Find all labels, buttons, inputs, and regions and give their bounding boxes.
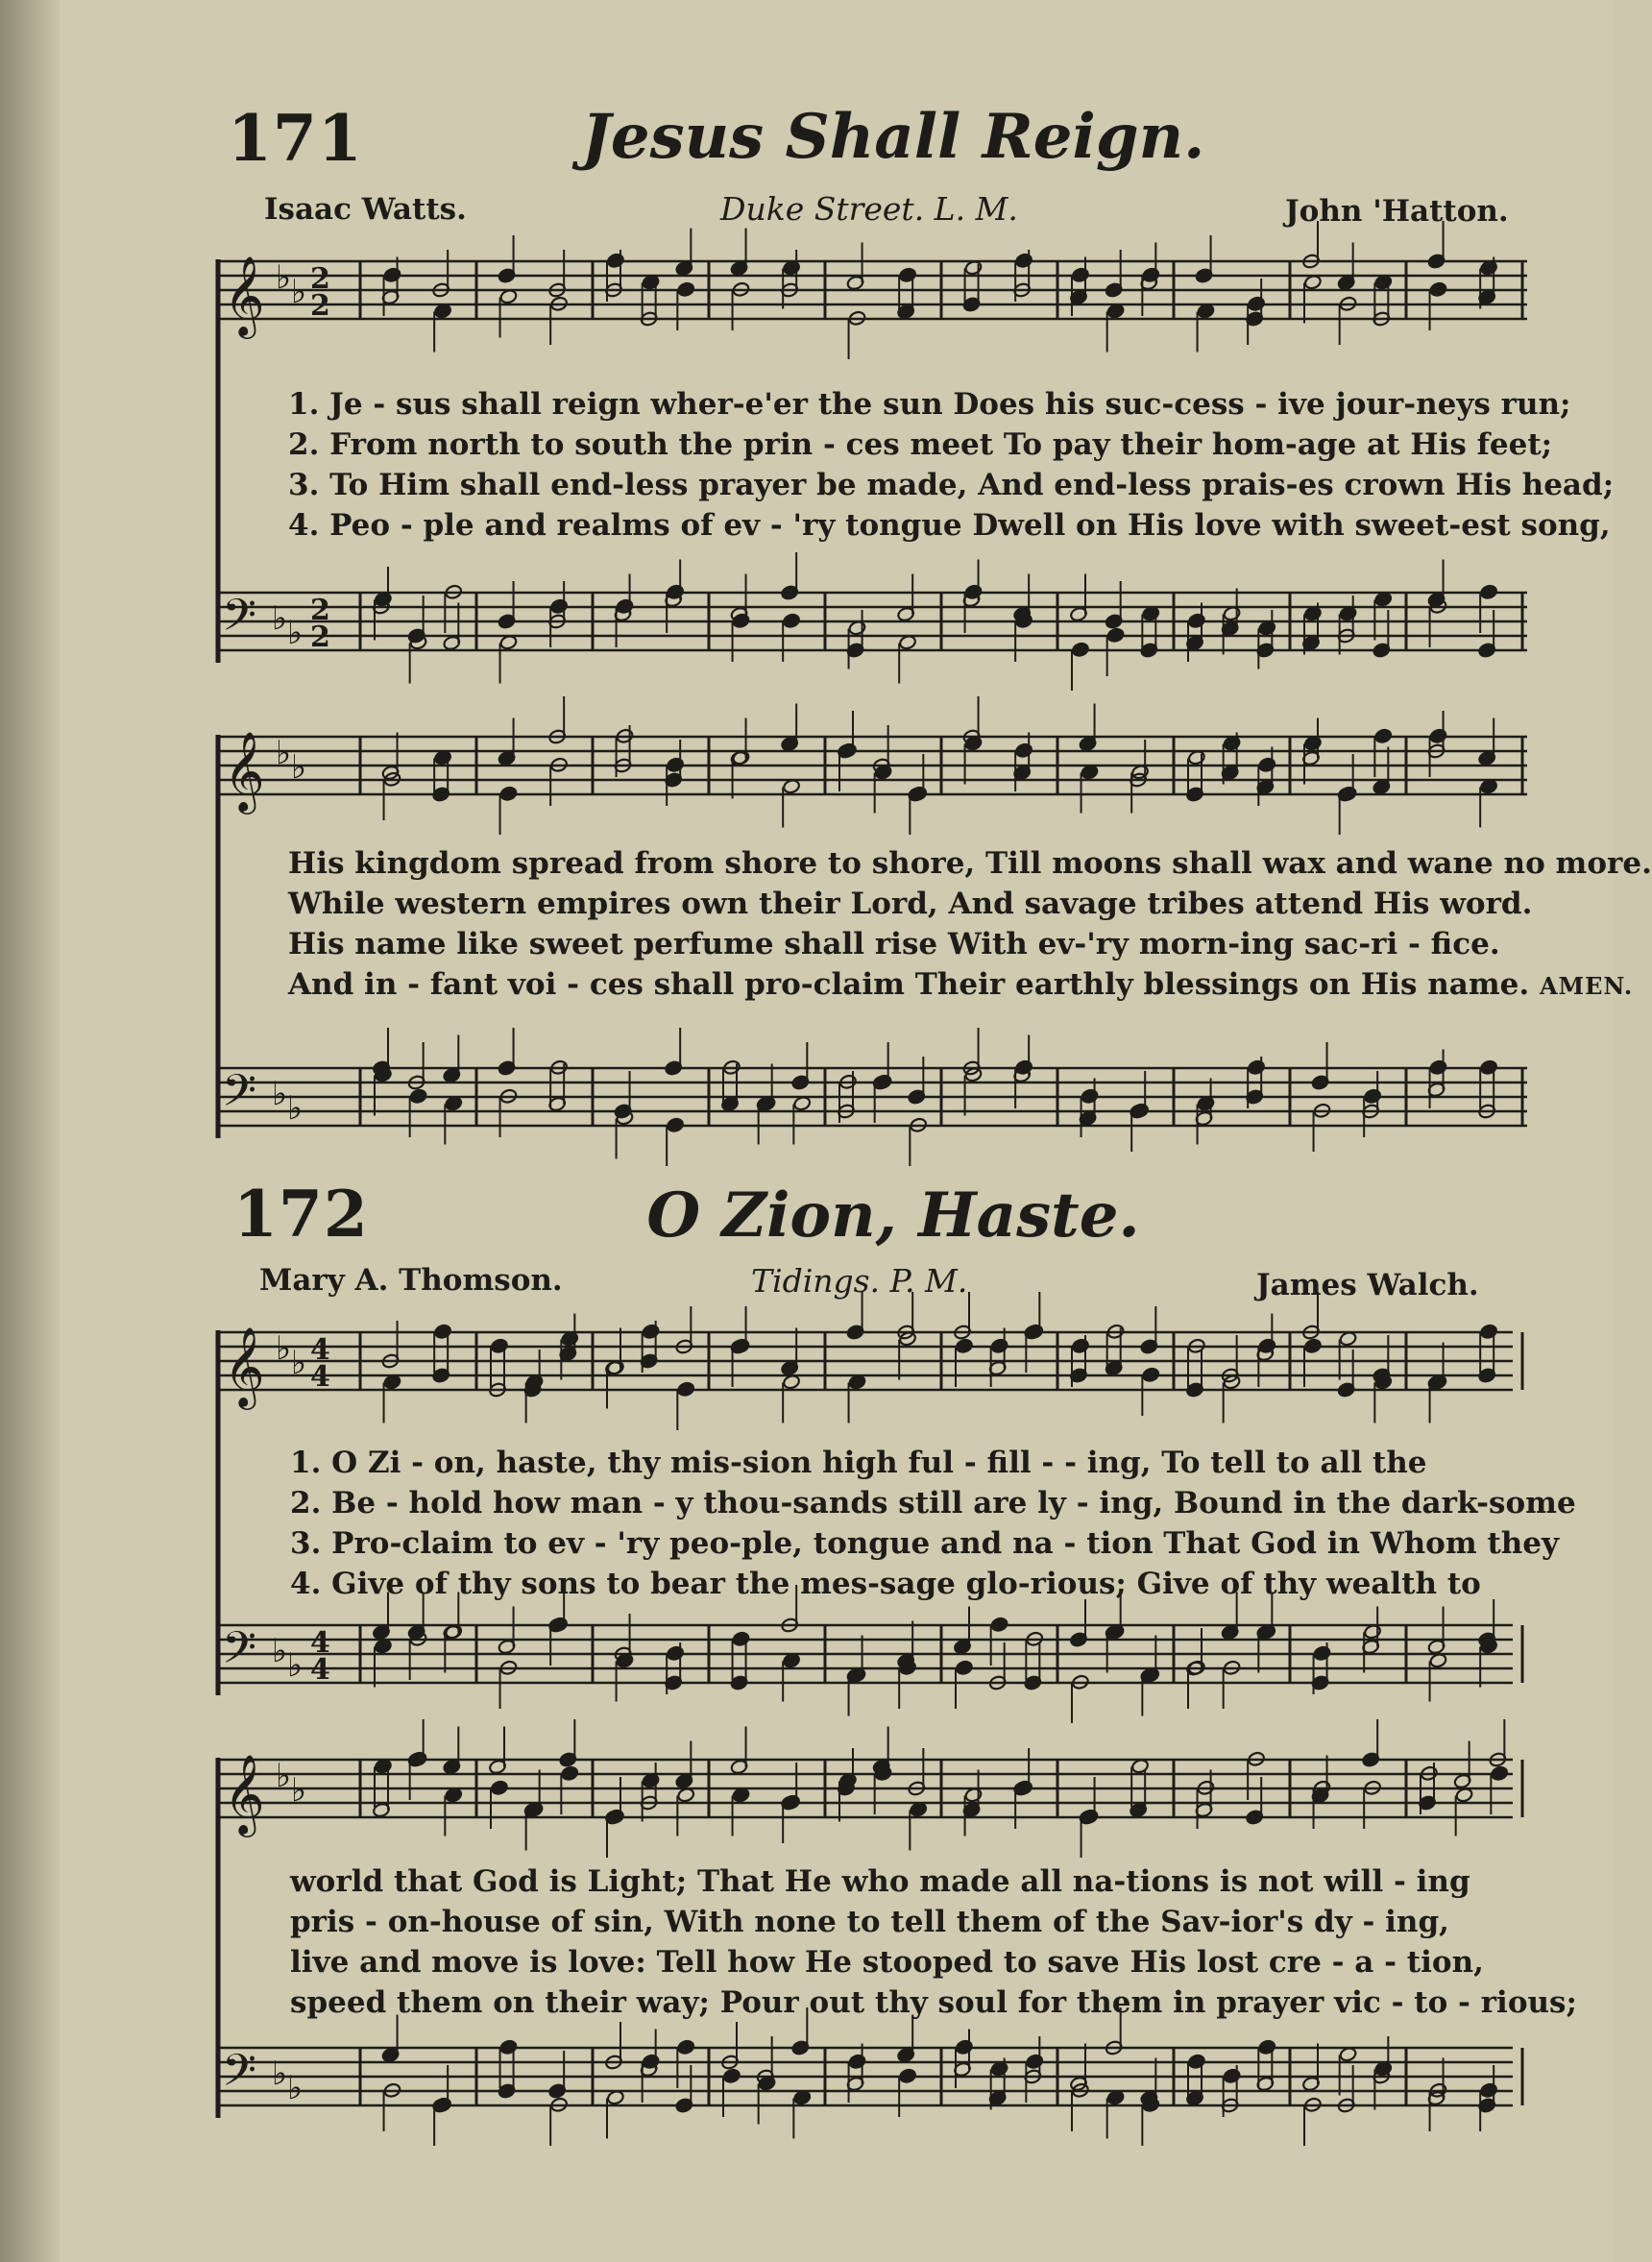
hymn-composer-172: James Walch. (1256, 1268, 1479, 1302)
hymn-author-171: Isaac Watts. (264, 192, 467, 227)
flat-icon: ♭ (272, 1632, 288, 1670)
flat-icon: ♭ (291, 273, 307, 311)
lyric-verse-2: 2. From north to south the prin - ces meet To pay their hom-age at His feet; (288, 427, 1553, 462)
flat-icon: ♭ (276, 1329, 292, 1368)
lyric-verse-4: 4. Give of thy sons to bear the mes-sage glo-rious; Give of thy wealth to (290, 1567, 1481, 1601)
flat-icon: ♭ (272, 599, 288, 638)
lyric-verse-2: 2. Be - hold how man - y thou-sands still are ly - ing, Bound in the dark-some (290, 1486, 1576, 1520)
time-signature-bottom: 4 (310, 1360, 330, 1394)
lyric-verse-4: 4. Peo - ple and realms of ev - 'ry tongue Dwell on His love with sweet-est song, (288, 508, 1611, 543)
hymn-composer-171: John 'Hatton. (1285, 194, 1509, 229)
hymn-author-172: Mary A. Thomson. (259, 1263, 563, 1298)
treble-clef-icon: 𝄞 (224, 255, 265, 335)
flat-icon: ♭ (287, 1089, 304, 1128)
lyric-verse-1: 1. O Zi - on, haste, thy mis-sion high ful - fill - - ing, To tell to all the (290, 1446, 1427, 1480)
time-signature-bottom: 2 (310, 289, 330, 323)
hymn-number-171: 171 (228, 101, 363, 176)
flat-icon: ♭ (291, 748, 307, 787)
flat-icon: ♭ (287, 1646, 304, 1685)
lyric-verse-2: While western empires own their Lord, And savage tribes attend His word. (288, 887, 1533, 921)
lyric-verse-3: live and move is love: Tell how He stooped to save His lost cre - a - tion, (290, 1945, 1484, 1980)
hymn-title-172: O Zion, Haste. (646, 1180, 1140, 1252)
bass-clef-icon: 𝄢 (222, 1622, 257, 1685)
lyric-verse-4: speed them on their way; Pour out thy soul for them in prayer vic - to - rious; (290, 1985, 1577, 2020)
bass-clef-icon: 𝄢 (222, 2045, 257, 2107)
hymn-title-171: Jesus Shall Reign. (581, 101, 1205, 173)
lyric-verse-3: 3. To Him shall end-less prayer be made, And end-less prais-es crown His head; (288, 468, 1615, 502)
flat-icon: ♭ (276, 1757, 292, 1795)
lyric-verse-4: And in - fant voi - ces shall pro-claim Their earthly blessings on His name. AMEN. (288, 967, 1634, 1002)
bass-clef-icon: 𝄢 (222, 590, 257, 652)
flat-icon: ♭ (291, 1344, 307, 1382)
flat-icon: ♭ (272, 2055, 288, 2093)
flat-icon: ♭ (276, 258, 292, 297)
lyric-verse-1: world that God is Light; That He who made all na-tions is not will - ing (290, 1864, 1470, 1899)
time-signature-top: 4 (310, 1333, 330, 1367)
bass-clef-icon: 𝄢 (222, 1065, 257, 1128)
treble-clef-icon: 𝄞 (224, 730, 265, 811)
flat-icon: ♭ (291, 1771, 307, 1810)
time-signature-bottom: 2 (310, 620, 330, 654)
hymn-number-172: 172 (233, 1177, 369, 1252)
lyric-verse-3: 3. Pro-claim to ev - 'ry peo-ple, tongue and na - tion That God in Whom they (290, 1526, 1560, 1561)
flat-icon: ♭ (272, 1075, 288, 1113)
lyric-verse-1: 1. Je - sus shall reign wher-e'er the sun Does his suc-cess - ive jour-neys run; (288, 387, 1571, 422)
treble-clef-icon: 𝄞 (224, 1326, 265, 1406)
hymn-tune-171: Duke Street. L. M. (720, 190, 1018, 228)
time-signature-top: 4 (310, 1626, 330, 1660)
hymn-tune-172: Tidings. P. M. (751, 1262, 968, 1300)
amen-label: AMEN. (1539, 972, 1634, 1000)
flat-icon: ♭ (287, 2069, 304, 2107)
time-signature-top: 2 (310, 594, 330, 627)
time-signature-top: 2 (310, 262, 330, 296)
flat-icon: ♭ (287, 614, 304, 652)
flat-icon: ♭ (276, 734, 292, 772)
lyric-verse-3: His name like sweet perfume shall rise With ev-'ry morn-ing sac-ri - fice. (288, 927, 1500, 961)
time-signature-bottom: 4 (310, 1653, 330, 1687)
treble-clef-icon: 𝄞 (224, 1753, 265, 1834)
lyric-verse-1: His kingdom spread from shore to shore, Till moons shall wax and wane no more. (288, 846, 1652, 881)
lyric-verse-2: pris - on-house of sin, With none to tell them of the Sav-ior's dy - ing, (290, 1905, 1449, 1939)
